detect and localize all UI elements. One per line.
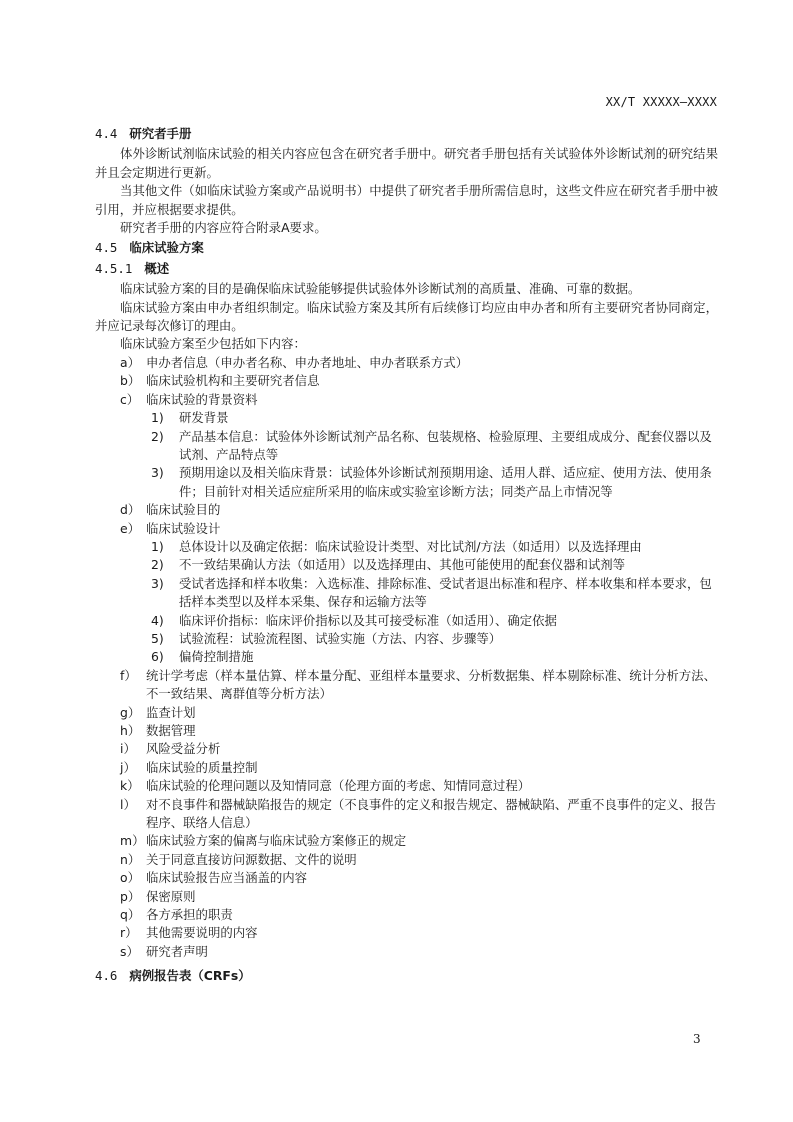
list-item-h (95, 722, 718, 740)
paragraph: 临床试验方案由申办者组织制定。临床试验方案及其所有后续修订均应由申办者和所有主要研究者协同商定，并应记录每次修订的理由。 (95, 299, 718, 334)
sub-list-item (95, 575, 718, 612)
list-marker: e） (120, 520, 141, 536)
list-text: 统计学考虑（样本量估算、样本量分配、亚组样本量要求、分析数据集、样本剔除标准、统计分析方法、不一致结果、离群值等分析方法） (146, 667, 716, 702)
list-marker: o） (120, 870, 140, 886)
list-item-e (95, 520, 718, 538)
section-heading-4-4 (95, 125, 718, 143)
list-marker: c） (120, 391, 140, 407)
list-text: 临床试验的伦理问题以及知情同意（伦理方面的考虑、知情同意过程） (146, 778, 531, 794)
list-text: 临床试验的背景资料 (146, 391, 258, 407)
list-text: 临床试验目的 (146, 502, 221, 518)
paragraph: 临床试验方案的目的是确保临床试验能够提供试验体外诊断试剂的高质量、准确、可靠的数据。 (120, 281, 641, 297)
list-marker: s） (120, 943, 139, 959)
sub-list-marker: 4) (151, 612, 164, 628)
subsection-title: 概述 (144, 260, 170, 276)
list-text: 临床试验报告应当涵盖的内容 (146, 870, 308, 886)
sub-list-item (95, 428, 718, 465)
section-heading-4-5 (95, 239, 718, 257)
list-marker: i） (120, 741, 136, 757)
sub-list-text: 研发背景 (179, 410, 229, 426)
list-marker: n） (120, 851, 141, 867)
list-text: 监查计划 (146, 704, 196, 720)
sub-list-item (95, 648, 718, 666)
section-heading-4-6 (95, 967, 718, 985)
list-item-p (95, 888, 718, 906)
section-title: 病例报告表（CRFs） (129, 968, 251, 984)
list-text: 风险受益分析 (146, 741, 221, 757)
list-item-b (95, 372, 718, 390)
list-marker: p） (120, 888, 141, 904)
list-marker: f） (120, 667, 137, 683)
section-title: 临床试验方案 (129, 240, 204, 256)
sub-list-item (95, 612, 718, 630)
sub-list-marker: 5) (151, 630, 164, 646)
sub-list-item (95, 409, 718, 427)
sub-list-text: 不一致结果确认方法（如适用）以及选择理由、其他可能使用的配套仪器和试剂等 (179, 557, 626, 573)
subsection-number: 4.5.1 (95, 260, 133, 276)
sub-list-text: 受试者选择和样本收集：入选标准、排除标准、受试者退出标准和程序、样本收集和样本要求，包括样本类型以及样本采集、保存和运输方法等 (179, 575, 712, 610)
list-item-k (95, 777, 718, 795)
list-text: 各方承担的职责 (146, 907, 233, 923)
section-number: 4.6 (95, 968, 118, 984)
standard-code-header: XX/T XXXXX—XXXX (605, 95, 717, 109)
paragraph: 当其他文件（如临床试验方案或产品说明书）中提供了研究者手册所需信息时，这些文件应在研究者手册中被引用，并应根据要求提供。 (95, 183, 718, 217)
sub-list-text: 总体设计以及确定依据：临床试验设计类型、对比试剂/方法（如适用）以及选择理由 (179, 538, 642, 554)
sub-list-text: 试验流程：试验流程图、试验实施（方法、内容、步骤等） (179, 630, 502, 646)
list-item-o (95, 869, 718, 887)
list-item-m (95, 832, 718, 850)
list-marker: r） (120, 925, 138, 941)
list-marker: q） (120, 907, 141, 923)
sub-list-text: 预期用途以及相关临床背景：试验体外诊断试剂预期用途、适用人群、适应症、使用方法、使用条件；目前针对相关适应症所采用的临床或实验室诊断方法；同类产品上市情况等 (179, 465, 712, 499)
list-item-i (95, 740, 718, 758)
list-item-r (95, 924, 718, 942)
list-marker: a） (120, 354, 140, 370)
section-number: 4.4 (95, 126, 118, 141)
list-text: 临床试验设计 (146, 520, 221, 536)
list-item-a (95, 354, 718, 372)
sub-list-item (95, 556, 718, 574)
list-item-s (95, 943, 718, 961)
list-marker: k） (120, 778, 140, 794)
list-item-c (95, 391, 718, 409)
page-content (95, 123, 718, 988)
list-marker: b） (120, 373, 141, 389)
list-text: 临床试验机构和主要研究者信息 (146, 373, 320, 389)
list-text: 申办者信息（申办者名称、申办者地址、申办者联系方式） (146, 354, 469, 370)
section-heading-4-5-1 (95, 260, 718, 278)
paragraph: 研究者手册的内容应符合附录A要求。 (120, 220, 327, 236)
sub-list-item (95, 630, 718, 648)
list-item-n (95, 851, 718, 869)
list-text: 临床试验的质量控制 (146, 759, 258, 775)
list-item-f (95, 667, 718, 704)
sub-list-marker: 2) (151, 557, 164, 573)
sub-list-marker: 1) (151, 538, 164, 554)
sub-list-marker: 3) (151, 575, 164, 591)
paragraph: 临床试验方案至少包括如下内容： (120, 336, 306, 352)
list-marker: m） (120, 833, 145, 849)
sub-list-text: 临床评价指标：临床评价指标以及其可接受标准（如适用）、确定依据 (179, 612, 557, 628)
sub-list-item (95, 538, 718, 556)
list-text: 对不良事件和器械缺陷报告的规定（不良事件的定义和报告规定、器械缺陷、严重不良事件的定义、报告程序、联络人信息） (146, 796, 716, 831)
sub-list-text: 产品基本信息：试验体外诊断试剂产品名称、包装规格、检验原理、主要组成成分、配套仪器以及试剂、产品特点等 (179, 428, 712, 462)
list-text: 保密原则 (146, 888, 196, 904)
list-text: 关于同意直接访问源数据、文件的说明 (146, 851, 357, 867)
list-marker: h） (120, 723, 141, 738)
list-item-l (95, 796, 718, 833)
paragraph: 体外诊断试剂临床试验的相关内容应包含在研究者手册中。研究者手册包括有关试验体外诊断试剂的研究结果并且会定期进行更新。 (95, 146, 718, 180)
section-number: 4.5 (95, 240, 118, 256)
section-title: 研究者手册 (129, 126, 192, 141)
list-marker: g） (120, 704, 141, 720)
list-marker: l） (120, 796, 136, 812)
list-marker: j） (120, 759, 136, 775)
list-text: 研究者声明 (146, 943, 208, 959)
sub-list-item (95, 464, 718, 501)
sub-list-marker: 6) (151, 649, 164, 665)
list-text: 临床试验方案的偏离与临床试验方案修正的规定 (146, 833, 407, 849)
sub-list-text: 偏倚控制措施 (179, 649, 254, 665)
sub-list-marker: 1) (151, 410, 164, 426)
list-item-g (95, 704, 718, 722)
list-item-d (95, 501, 718, 519)
sub-list-marker: 3) (151, 465, 164, 481)
list-text: 其他需要说明的内容 (146, 925, 258, 941)
list-item-q (95, 906, 718, 924)
page-number: 3 (693, 1032, 701, 1046)
list-marker: d） (120, 502, 141, 518)
sub-list-marker: 2) (151, 428, 164, 444)
list-text: 数据管理 (146, 723, 196, 738)
list-item-j (95, 759, 718, 777)
